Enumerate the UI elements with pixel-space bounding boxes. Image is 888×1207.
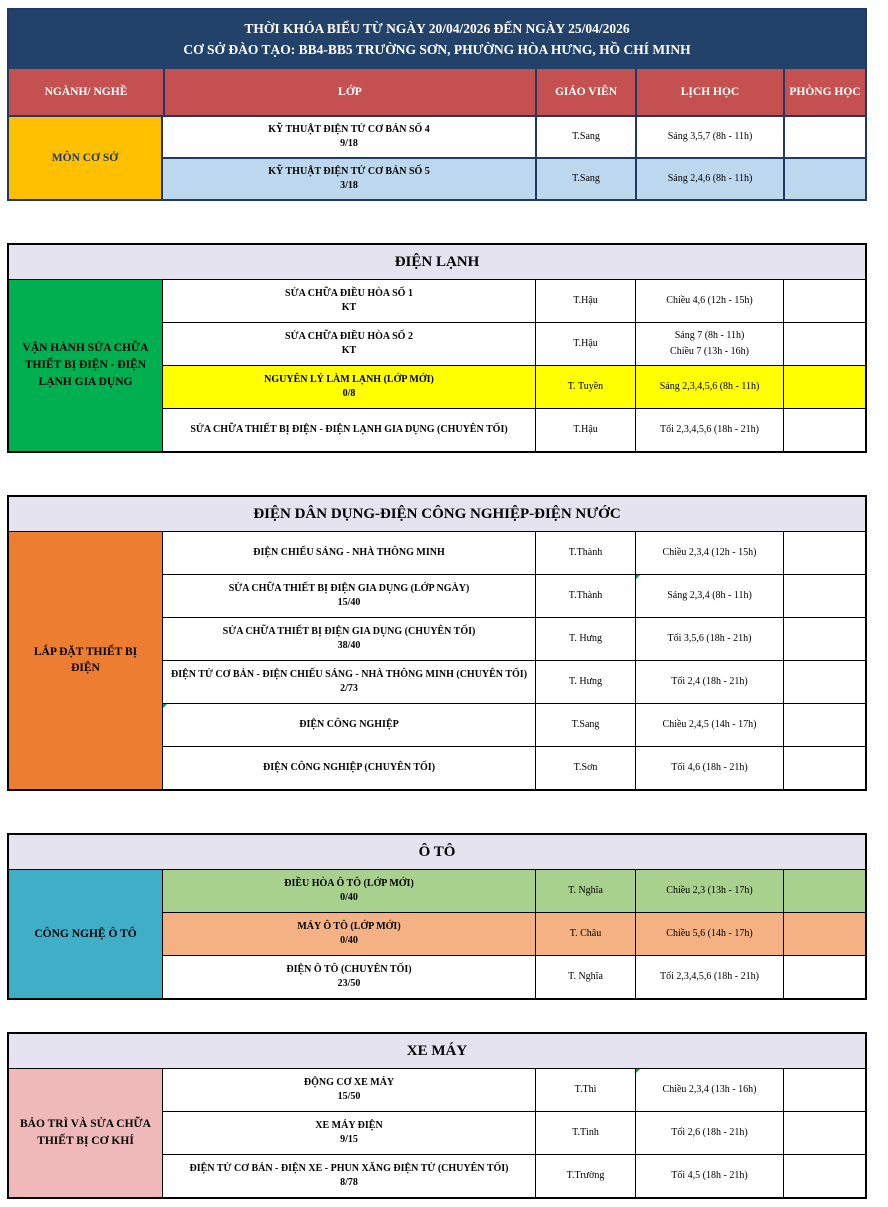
- class-capacity: 0/40: [340, 935, 358, 947]
- class-capacity: 23/50: [337, 978, 361, 990]
- schedule-line: Sáng 3,5,7 (8h - 11h): [667, 131, 753, 143]
- room-cell: [783, 159, 865, 199]
- table-row: [163, 157, 865, 199]
- class-capacity: 0/40: [340, 892, 358, 904]
- comment-marker-icon: [636, 575, 640, 579]
- teacher-cell: [535, 618, 635, 660]
- table-row: [163, 955, 865, 998]
- section-body: [9, 1069, 865, 1197]
- table-row: [163, 280, 865, 322]
- section-table: [7, 495, 867, 791]
- schedule-line: Tối 4,5 (18h - 21h): [671, 1170, 748, 1182]
- comment-marker-icon: [636, 1069, 640, 1073]
- class-capacity: KT: [341, 302, 357, 314]
- teacher-cell: [535, 532, 635, 574]
- room-cell: [783, 409, 865, 451]
- room-cell: [783, 913, 865, 955]
- class-capacity: 9/18: [340, 138, 358, 150]
- class-name-cell: [163, 704, 535, 746]
- class-name-cell: [163, 532, 535, 574]
- class-name: ĐIỀU HÒA Ô TÔ (LỚP MỚI): [284, 878, 414, 890]
- room-cell: [783, 956, 865, 998]
- section-body: [9, 280, 865, 451]
- class-capacity: KT: [341, 345, 357, 357]
- class-name: KỸ THUẬT ĐIỆN TỬ CƠ BẢN SỐ 4: [268, 124, 430, 136]
- section-banner: ĐIỆN DÂN DỤNG-ĐIỆN CÔNG NGHIỆP-ĐIỆN NƯỚC: [9, 497, 865, 532]
- column-header-row: [9, 69, 865, 117]
- teacher-cell: [535, 956, 635, 998]
- schedule-cell: [635, 956, 783, 998]
- column-header-lop: LỚP: [163, 69, 535, 115]
- schedule-cell: [635, 280, 783, 322]
- schedule-cell: [635, 870, 783, 912]
- table-row: [163, 1154, 865, 1197]
- section-banner: XE MÁY: [9, 1034, 865, 1069]
- teacher-cell: [535, 117, 635, 157]
- teacher-name: T.Thành: [568, 547, 603, 559]
- category-cell: [9, 870, 163, 998]
- room-cell: [783, 532, 865, 574]
- column-header-nganh-nghe: NGÀNH/ NGHỀ: [9, 69, 163, 115]
- table-row: [163, 532, 865, 574]
- column-header-phong-hoc: PHÒNG HỌC: [783, 69, 865, 115]
- schedule-cell: [635, 366, 783, 408]
- teacher-name: T.Sang: [572, 173, 600, 185]
- schedule-cell: [635, 618, 783, 660]
- class-capacity: 9/15: [340, 1134, 358, 1146]
- table-row: [163, 574, 865, 617]
- column-header-giao-vien: GIÁO VIÊN: [535, 69, 635, 115]
- section-body: [9, 532, 865, 789]
- teacher-name: T. Hưng: [568, 676, 602, 688]
- class-name-cell: [163, 117, 535, 157]
- mon-co-so-rows: [163, 117, 865, 199]
- schedule-line: Sáng 2,3,4 (8h - 11h): [667, 590, 752, 602]
- room-cell: [783, 704, 865, 746]
- class-name: ĐIỆN CÔNG NGHIỆP: [299, 719, 399, 731]
- room-cell: [783, 661, 865, 703]
- section-rows: [163, 1069, 865, 1197]
- room-cell: [783, 323, 865, 365]
- teacher-cell: [535, 704, 635, 746]
- teacher-name: T.Tình: [572, 1127, 599, 1139]
- teacher-cell: [535, 366, 635, 408]
- class-name: KỸ THUẬT ĐIỆN TỬ CƠ BẢN SỐ 5: [268, 166, 430, 178]
- category-label: MÔN CƠ SỞ: [51, 151, 119, 164]
- schedule-line: Sáng 2,4,6 (8h - 11h): [667, 173, 753, 185]
- class-name-cell: [163, 366, 535, 408]
- class-name: ĐIỆN TỬ CƠ BẢN - ĐIỆN XE - PHUN XĂNG ĐIỆN TỬ (CHUYÊN TỐI): [189, 1163, 509, 1175]
- schedule-cell: [635, 323, 783, 365]
- table-row: [163, 660, 865, 703]
- schedule-title-banner: [9, 10, 865, 69]
- class-name: NGUYÊN LÝ LÀM LẠNH (LỚP MỚI): [264, 374, 434, 386]
- schedule-line: Chiều 2,4,5 (14h - 17h): [662, 719, 757, 731]
- teacher-name: T.Hậu: [573, 338, 598, 350]
- room-cell: [783, 1112, 865, 1154]
- teacher-name: T. Châu: [569, 928, 602, 940]
- schedule-cell: [635, 159, 783, 199]
- category-cell-mon-co-so: [9, 117, 163, 199]
- teacher-name: T.Sang: [571, 719, 600, 731]
- class-name-cell: [163, 1155, 535, 1197]
- section-rows: [163, 280, 865, 451]
- section-banner: Ô TÔ: [9, 835, 865, 870]
- schedule-line: Chiều 2,3 (13h - 17h): [666, 885, 753, 897]
- teacher-cell: [535, 661, 635, 703]
- room-cell: [783, 1155, 865, 1197]
- schedule-cell: [635, 704, 783, 746]
- schedule-line: Sáng 7 (8h - 11h): [674, 330, 745, 342]
- schedule-line: Chiều 2,3,4 (13h - 16h): [662, 1084, 757, 1096]
- teacher-cell: [535, 747, 635, 789]
- section-rows: [163, 870, 865, 998]
- table-row: [163, 117, 865, 157]
- schedule-line: Tối 2,3,4,5,6 (18h - 21h): [660, 424, 759, 436]
- room-cell: [783, 280, 865, 322]
- section-table: [7, 243, 867, 453]
- class-capacity: 2/73: [340, 683, 358, 695]
- category-cell: [9, 532, 163, 789]
- section-table: [7, 1032, 867, 1199]
- schedule-cell: [635, 747, 783, 789]
- schedule-cell: [635, 913, 783, 955]
- class-name-cell: [163, 159, 535, 199]
- table-row: [163, 322, 865, 365]
- teacher-cell: [535, 1155, 635, 1197]
- category-label: BẢO TRÌ VÀ SỬA CHỮA THIẾT BỊ CƠ KHÍ: [20, 1118, 151, 1147]
- table-row: [163, 870, 865, 912]
- schedule-line: Chiều 7 (13h - 16h): [670, 345, 749, 357]
- class-name-cell: [163, 575, 535, 617]
- category-cell: [9, 280, 163, 451]
- category-label: VẬN HÀNH SỬA CHỮA THIẾT BỊ ĐIỆN - ĐIỆN LẠNH GIA DỤNG: [22, 342, 149, 388]
- class-name: SỬA CHỮA ĐIỀU HÒA SỐ 2: [285, 331, 413, 343]
- class-name: ĐIỆN Ô TÔ (CHUYÊN TỐI): [286, 964, 412, 976]
- teacher-name: T. Tuyền: [567, 381, 604, 393]
- table-row: [163, 365, 865, 408]
- class-name: ĐIỆN CHIẾU SÁNG - NHÀ THÔNG MINH: [253, 547, 445, 559]
- class-capacity: 38/40: [337, 640, 361, 652]
- room-cell: [783, 366, 865, 408]
- table-row: [163, 703, 865, 746]
- teacher-name: T.Thì: [574, 1084, 597, 1096]
- teacher-cell: [535, 870, 635, 912]
- class-name: SỬA CHỮA THIẾT BỊ ĐIỆN - ĐIỆN LẠNH GIA DỤNG (CHUYÊN TỐI): [190, 424, 508, 436]
- main-schedule-table: [7, 8, 867, 201]
- schedule-line: Chiều 2,3,4 (12h - 15h): [662, 547, 757, 559]
- teacher-name: T. Hưng: [568, 633, 602, 645]
- class-name-cell: [163, 1112, 535, 1154]
- category-label: CÔNG NGHỆ Ô TÔ: [34, 927, 137, 940]
- comment-marker-icon: [163, 704, 167, 708]
- room-cell: [783, 870, 865, 912]
- class-name-cell: [163, 913, 535, 955]
- category-cell: [9, 1069, 163, 1197]
- class-name-cell: [163, 409, 535, 451]
- schedule-cell: [635, 575, 783, 617]
- table-row: [163, 1069, 865, 1111]
- room-cell: [783, 747, 865, 789]
- room-cell: [783, 1069, 865, 1111]
- class-capacity: 3/18: [340, 180, 358, 192]
- teacher-name: T.Sơn: [573, 762, 598, 774]
- schedule-line: Tối 2,6 (18h - 21h): [671, 1127, 748, 1139]
- teacher-cell: [535, 323, 635, 365]
- teacher-name: T.Sang: [572, 131, 600, 143]
- teacher-cell: [535, 1112, 635, 1154]
- schedule-cell: [635, 1069, 783, 1111]
- schedule-line: Tối 2,4 (18h - 21h): [671, 676, 748, 688]
- schedule-cell: [635, 532, 783, 574]
- section-tables: [7, 243, 867, 1199]
- schedule-line: Chiều 5,6 (14h - 17h): [666, 928, 753, 940]
- title-line-2: CƠ SỞ ĐÀO TẠO: BB4-BB5 TRƯỜNG SƠN, PHƯỜNG HÒA HƯNG, HỒ CHÍ MINH: [183, 41, 691, 57]
- teacher-name: T. Nghĩa: [568, 885, 603, 897]
- room-cell: [783, 117, 865, 157]
- schedule-cell: [635, 661, 783, 703]
- section-body: [9, 870, 865, 998]
- class-name-cell: [163, 661, 535, 703]
- teacher-cell: [535, 280, 635, 322]
- class-name: ĐIỆN CÔNG NGHIỆP (CHUYÊN TỐI): [262, 762, 436, 774]
- title-line-1: THỜI KHÓA BIỂU TỪ NGÀY 20/04/2026 ĐẾN NGÀY 25/04/2026: [244, 21, 630, 36]
- room-cell: [783, 618, 865, 660]
- teacher-name: T.Trường: [566, 1170, 605, 1182]
- class-capacity: 15/40: [337, 597, 361, 609]
- class-name: SỬA CHỮA ĐIỀU HÒA SỐ 1: [285, 288, 413, 300]
- teacher-cell: [535, 913, 635, 955]
- class-name-cell: [163, 280, 535, 322]
- teacher-cell: [535, 1069, 635, 1111]
- teacher-name: T.Hậu: [573, 295, 598, 307]
- schedule-cell: [635, 409, 783, 451]
- class-name: ĐIỆN TỬ CƠ BẢN - ĐIỆN CHIẾU SÁNG - NHÀ THÔNG MINH (CHUYÊN TỐI): [170, 669, 528, 681]
- schedule-line: Tối 2,3,4,5,6 (18h - 21h): [660, 971, 759, 983]
- class-capacity: 8/78: [340, 1177, 358, 1189]
- class-name-cell: [163, 618, 535, 660]
- schedule-cell: [635, 1112, 783, 1154]
- category-label: LẮP ĐẶT THIẾT BỊ ĐIỆN: [33, 645, 138, 675]
- teacher-name: T.Hậu: [573, 424, 598, 436]
- class-name-cell: [163, 747, 535, 789]
- class-name: SỬA CHỮA THIẾT BỊ ĐIỆN GIA DỤNG (LỚP NGÀY): [228, 583, 470, 595]
- teacher-name: T. Nghĩa: [568, 971, 603, 983]
- table-row: [163, 912, 865, 955]
- section-banner: ĐIỆN LẠNH: [9, 245, 865, 280]
- column-header-lich-hoc: LỊCH HỌC: [635, 69, 783, 115]
- teacher-cell: [535, 409, 635, 451]
- teacher-name: T.Thành: [568, 590, 603, 602]
- class-name: MÁY Ô TÔ (LỚP MỚI): [297, 921, 401, 933]
- table-row: [163, 1111, 865, 1154]
- class-name: ĐỘNG CƠ XE MÁY: [303, 1077, 395, 1089]
- room-cell: [783, 575, 865, 617]
- section-table: [7, 833, 867, 1000]
- schedule-line: Tối 3,5,6 (18h - 21h): [667, 633, 752, 645]
- schedule-cell: [635, 117, 783, 157]
- schedule-cell: [635, 1155, 783, 1197]
- class-name: XE MÁY ĐIỆN: [315, 1120, 383, 1132]
- table-row: [163, 617, 865, 660]
- schedule-line: Sáng 2,3,4,5,6 (8h - 11h): [659, 381, 760, 393]
- class-name-cell: [163, 870, 535, 912]
- schedule-line: Tối 4,6 (18h - 21h): [671, 762, 748, 774]
- table-row: [163, 408, 865, 451]
- teacher-cell: [535, 159, 635, 199]
- class-name-cell: [163, 1069, 535, 1111]
- section-rows: [163, 532, 865, 789]
- mon-co-so-body: [9, 117, 865, 199]
- class-name: SỬA CHỮA THIẾT BỊ ĐIỆN GIA DỤNG (CHUYÊN TỐI): [222, 626, 476, 638]
- class-capacity: 15/50: [337, 1091, 361, 1103]
- schedule-line: Chiều 4,6 (12h - 15h): [666, 295, 753, 307]
- teacher-cell: [535, 575, 635, 617]
- class-name-cell: [163, 323, 535, 365]
- class-capacity: 0/8: [342, 388, 356, 400]
- class-name-cell: [163, 956, 535, 998]
- table-row: [163, 746, 865, 789]
